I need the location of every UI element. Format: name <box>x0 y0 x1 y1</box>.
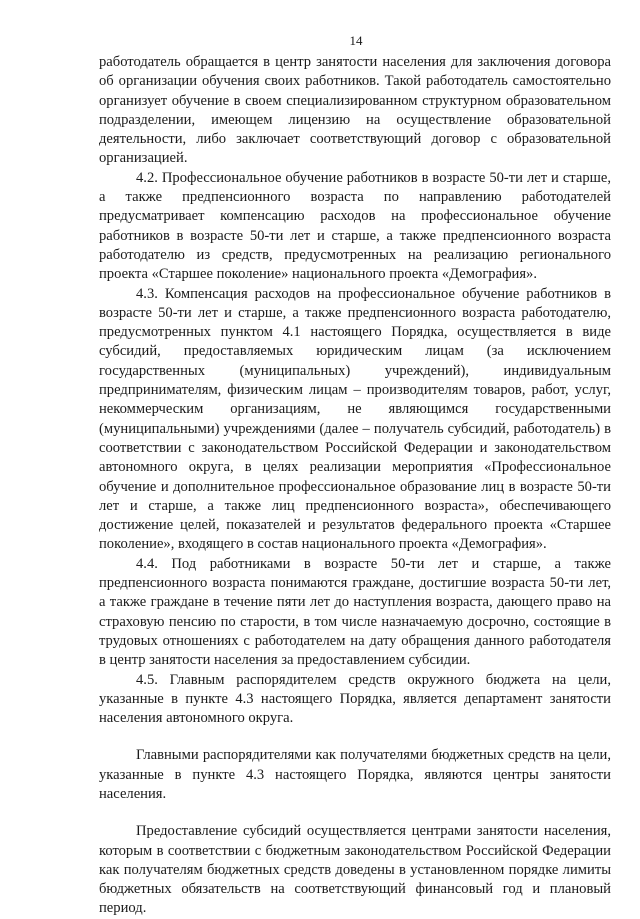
paragraph-4-2: 4.2. Профессиональное обучение работников в возрасте 50-ти лет и старше, а также предпенсионного возраста по направлению работодателей предусматривает компенсацию расходов на профессиональное обучение работников в возрасте 50-ти лет и старше, а также предпенсионного возраста работодателю из средств, предусмотренных на реализацию регионального проекта «Старшее поколение» национального проекта «Демография». <box>99 169 611 283</box>
page-number: 14 <box>349 33 363 48</box>
paragraph-spacer <box>99 728 611 746</box>
paragraph-main-administrators: Главными распорядителями как получателями бюджетных средств на цели, указанные в пункте 4.3 настоящего Порядка, являются центры занятости населения. <box>99 747 611 802</box>
paragraph-4-3: 4.3. Компенсация расходов на профессиональное обучение работников в возрасте 50-ти лет и старше, а также предпенсионного возраста работодателю, предусмотренных пунктом 4.1 настоящего Порядка, осуществляется в виде субсидий, предоставляемых юридическим лицам (за исключением государственных (муниципальных) учреждений), индивидуальным предпринимателям, физическим лицам – производителям товаров, работ, услуг, некоммерческим организациям, не являющимся государственными (муниципальными) учреждениями (далее – получатель субсидий, работодатель) в соответствии с законодательством Российской Федерации и законодательством автономного округа, в целях реализации мероприятия «Профессиональное обучение и дополнительное профессиональное образование лиц в возрасте 50-ти лет и старше, а также лиц предпенсионного возраста», обеспечивающего достижение целей, показателей и результатов федерального проекта «Старшее поколение», входящего в состав национального проекта «Демография». <box>99 285 611 553</box>
paragraph-subsidy-provision: Предоставление субсидий осуществляется центрами занятости населения, которым в соответствии с бюджетным законодательством Российской Федерации как получателям бюджетных средств доведены в установленном порядке лимиты бюджетных обязательств на соответствующий финансовый год и плановый период. <box>99 823 611 917</box>
paragraph-continuation: работодатель обращается в центр занятости населения для заключения договора об организации обучения своих работников. Такой работодатель самостоятельно организует обучение в своем специализированном структурном образовательном подразделении, имеющем лицензию на осуществление образовательной деятельности, либо заключает соответствующий договор с образовательной организацией. <box>99 54 611 167</box>
paragraph-spacer <box>99 804 611 822</box>
paragraph-4-4: 4.4. Под работниками в возрасте 50-ти лет и старше, а также предпенсионного возраста понимаются граждане, достигшие возраста 50-ти лет, а также граждане в течение пяти лет до наступления возраста, дающего право на страховую пенсию по старости, в том числе назначаемую досрочно, состоящие в трудовых отношениях с работодателем на дату обращения данного работодателя в центр занятости населения за предоставлением субсидии. <box>99 555 611 669</box>
paragraph-4-5: 4.5. Главным распорядителем средств окружного бюджета на цели, указанные в пункте 4.3 настоящего Порядка, является департамент занятости населения автономного округа. <box>99 671 611 727</box>
document-body <box>99 53 611 919</box>
